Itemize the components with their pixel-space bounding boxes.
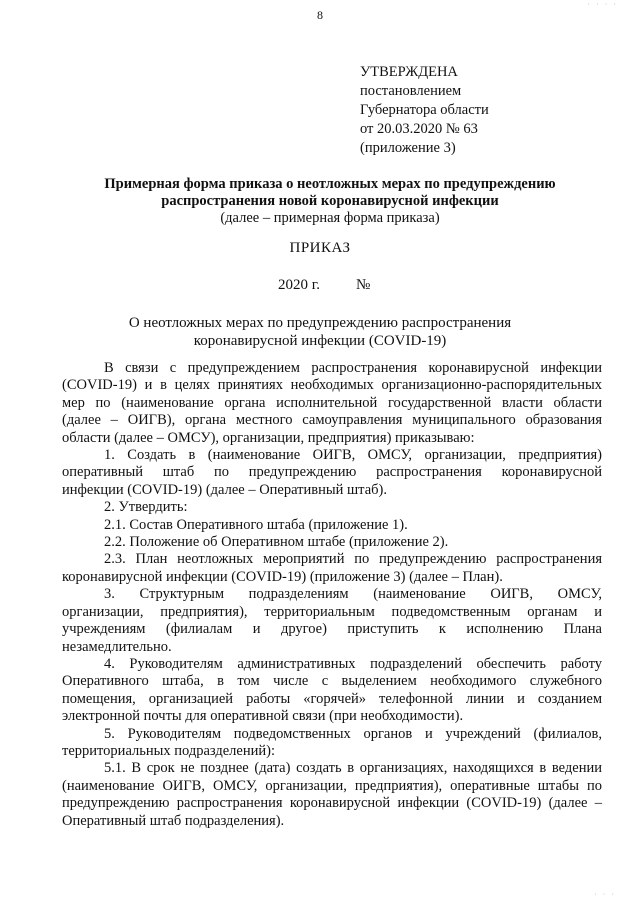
- order-date: 2020 г.: [278, 277, 320, 293]
- document-title: [60, 176, 600, 227]
- body-line: 5. Руководителям подведомственных органов и учреждений (филиалов,: [104, 725, 602, 742]
- subject-line: коронавирусной инфекции (COVID-19): [193, 333, 447, 349]
- page-number: 8: [317, 8, 323, 22]
- approval-line: УТВЕРЖДЕНА: [360, 64, 458, 80]
- approval-line: от 20.03.2020 № 63: [360, 121, 478, 137]
- body-line: (далее – ОИГВ), органа местного самоуправления муниципального образования: [62, 412, 602, 429]
- body-line: помещения, организацией работы «горячей» телефонной линии и созданием: [62, 690, 602, 707]
- body-line: учреждениям (филиалам и другое) приступить к исполнению Плана: [62, 621, 602, 638]
- body-line: электронной почты для оперативной связи (при необходимости).: [62, 708, 464, 725]
- body-line: 4. Руководителям административных подразделений обеспечить работу: [104, 655, 602, 672]
- body-line: коронавирусной инфекции (COVID-19) (приложение 3) (далее – План).: [62, 568, 503, 585]
- body-line: территориальных подразделений):: [62, 742, 275, 759]
- title-line: Примерная форма приказа о неотложных мерах по предупреждению: [104, 176, 556, 192]
- body-line: 2. Утвердить:: [104, 499, 188, 516]
- approval-line: постановлением: [360, 83, 462, 99]
- document-body: [62, 360, 602, 830]
- approval-line: (приложение 3): [360, 140, 456, 156]
- body-line: 2.2. Положение об Оперативном штабе (приложение 2).: [104, 534, 449, 551]
- body-line: В связи с предупреждением распространения коронавирусной инфекции: [104, 360, 602, 376]
- body-line: 2.1. Состав Оперативного штаба (приложение 1).: [104, 516, 408, 533]
- order-subject: [80, 314, 560, 350]
- order-date-line: [278, 277, 370, 294]
- body-line: мер по (наименование органа исполнительной государственной власти области: [62, 394, 602, 411]
- order-number-sign: №: [355, 277, 371, 293]
- body-line: (COVID-19) и в целях принятиях необходимых организационно-распорядительных: [62, 377, 602, 394]
- scan-artifact-top: · · · ·: [587, 0, 618, 9]
- title-line: распространения новой коронавирусной инфекции: [161, 193, 499, 209]
- order-heading: ПРИКАЗ: [289, 240, 351, 256]
- approval-line: Губернатора области: [360, 102, 489, 118]
- subject-line: О неотложных мерах по предупреждению распространения: [128, 315, 512, 331]
- body-line: (наименование ОИГВ, ОМСУ, организации, предприятия), оперативные штабы по: [62, 777, 602, 794]
- approval-stamp: [360, 63, 489, 158]
- body-line: 5.1. В срок не позднее (дата) создать в организациях, находящихся в ведении: [104, 760, 602, 777]
- body-line: организации, предприятия), территориальным подведомственным органам и: [62, 603, 602, 620]
- body-line: незамедлительно.: [62, 638, 172, 655]
- body-line: 2.3. План неотложных мероприятий по предупреждению распространения: [104, 551, 602, 568]
- body-line: инфекции (COVID-19) (далее – Оперативный штаб).: [62, 481, 387, 498]
- body-line: оперативный штаб по предупреждению распространения коронавирусной: [62, 464, 602, 481]
- body-line: Оперативного штаба, в том числе с выделением необходимого служебного: [62, 673, 602, 690]
- body-line: 1. Создать в (наименование ОИГВ, ОМСУ, организации, предприятия): [104, 447, 602, 464]
- title-note: (далее – примерная форма приказа): [220, 210, 440, 226]
- body-line: предупреждению распространения коронавирусной инфекции (COVID-19) (далее –: [62, 795, 602, 812]
- body-line: области (далее – ОМСУ), организации, предприятия) приказываю:: [62, 429, 475, 446]
- body-line: 3. Структурным подразделениям (наименование ОИГВ, ОМСУ,: [104, 586, 602, 603]
- scan-artifact-bottom: · · ·: [594, 890, 616, 899]
- body-line: Оперативный штаб подразделения).: [62, 812, 285, 829]
